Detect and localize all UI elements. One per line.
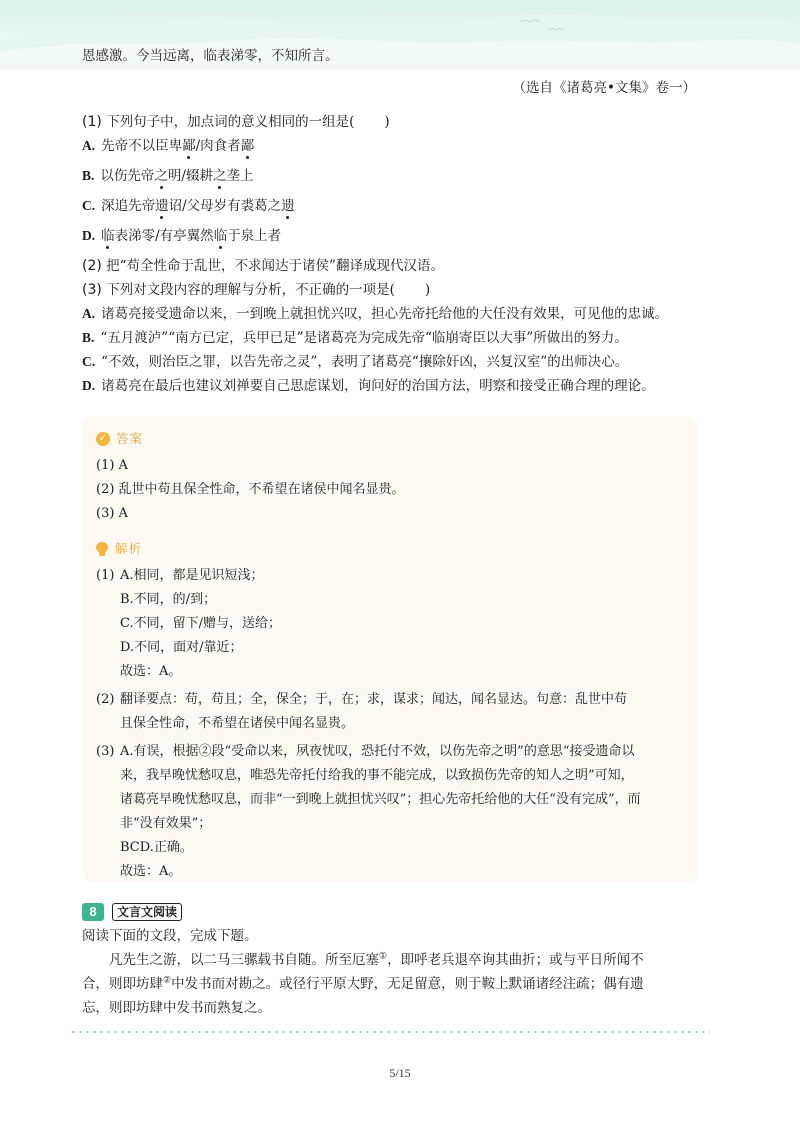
analysis-item-3: (3) A.有误，根据②段“受命以来，夙夜忧叹，恐托付不效，以伤先帝之明”的意思“接受遗命以 来，我早晚忧愁叹息，唯恐先帝托付给我的事不能完成，以致损伤先帝的知人之明”可知， 诸葛亮早晚忧愁叹息，而非“一到晚上就担忧兴叹”；担心先帝托给他的大任“没有完成”，而 非“没有效果”； BCD.正确。 故选：A。 xyxy=(96,744,641,879)
dotted-char: 鄙 xyxy=(240,138,255,154)
dotted-char: 遗 xyxy=(155,198,169,214)
question-3-number: (3) xyxy=(82,282,102,298)
question-block xyxy=(82,44,702,398)
page-number: 5/15 xyxy=(389,1066,411,1080)
passage-line-1: 凡先生之游，以二马三骡载书自随。所至厄塞①，即呼老兵退卒询其曲折；或与平日所闻不 xyxy=(109,951,644,968)
dotted-char: 遗 xyxy=(281,198,295,214)
dotted-char: 临 xyxy=(101,228,115,244)
dotted-char: 之 xyxy=(212,168,227,184)
footer-dotted-divider xyxy=(70,1031,710,1033)
q1-option-b: B. 以伤先帝之明/辍耕之垄上 xyxy=(82,168,254,184)
dotted-char: 鄙 xyxy=(182,138,196,154)
q3-option-c: C. “不效，则治臣之罪，以告先帝之灵”，表明了诸葛亮“攘除奸凶，兴复汉室”的出师决心。 xyxy=(82,354,629,370)
lightbulb-icon xyxy=(96,542,108,557)
analysis-item-1: (1) A.相同，都是见识短浅； B.不同，的/到； C.不同，留下/赠与，送给； D.不同，面对/靠近； 故选：A。 xyxy=(96,568,281,679)
answer-tag xyxy=(96,428,686,450)
question-1-text: 下列句子中，加点词的意义相同的一组是( xyxy=(106,114,355,130)
passage-tail: 恩感激。今当远离，临表涕零，不知所言。 xyxy=(82,48,339,64)
q3-option-b: B. “五月渡泸”“南方已定，兵甲已足”是诸葛亮为完成先帝“临崩寄臣以大事”所做出的努力。 xyxy=(82,330,628,346)
question-2-number: (2) xyxy=(82,258,102,274)
section-number-badge: 8 xyxy=(82,903,104,921)
question-3-close: ) xyxy=(424,282,431,298)
analysis-tag-label: 解析 xyxy=(115,541,143,556)
passage-line-2: 合，则即坊肆②中发书而对勘之。或径行平原大野，无足留意，则于鞍上默诵诸经注疏；偶有遗 xyxy=(82,975,644,992)
q1-option-a: A. 先帝不以臣卑鄙/肉食者鄙 xyxy=(82,138,255,154)
answer-line: (3) A xyxy=(96,506,128,521)
question-1-close: ) xyxy=(384,114,390,130)
dotted-char: 之 xyxy=(154,168,168,184)
source-citation: （选自《诸葛亮•文集》卷一） xyxy=(512,80,696,96)
q3-option-d: D. 诸葛亮在最后也建议刘禅要自己思虑谋划，询问好的治国方法，明察和接受正确合理的理论。 xyxy=(82,378,655,394)
question-3-text: 下列对文段内容的理解与分析，不正确的一项是( xyxy=(106,282,395,298)
question-1 xyxy=(82,110,702,134)
analysis-item-2: (2) 翻译要点：苟，苟且；全，保全；于，在；求，谋求；闻达，闻名显达。句意：乱世中苟 且保全性命，不希望在诸侯中闻名显贵。 xyxy=(96,692,628,731)
check-icon: ✓ xyxy=(96,432,110,446)
question-3 xyxy=(82,278,702,302)
question-2-text: 把“苟全性命于乱世，不求闻达于诸侯”翻译成现代汉语。 xyxy=(106,258,444,274)
question-2 xyxy=(82,254,702,278)
q1-option-c: C. 深追先帝遗诏/父母岁有裘葛之遗 xyxy=(82,198,295,214)
section-type-label: 文言文阅读 xyxy=(112,903,182,921)
section-8 xyxy=(82,902,702,1020)
section-instruction: 阅读下面的文段，完成下题。 xyxy=(82,928,258,944)
question-1-number: (1) xyxy=(82,114,102,130)
answer-line: (1) A xyxy=(96,458,128,473)
q1-option-d: D. 临表涕零/有亭翼然临于泉上者 xyxy=(82,228,282,244)
answer-tag-label: 答案 xyxy=(116,431,144,446)
answer-line: (2) 乱世中苟且保全性命，不希望在诸侯中闻名显贵。 xyxy=(96,482,405,497)
answer-panel xyxy=(82,416,698,882)
passage-line-3: 忘，则即坊肆中发书而熟复之。 xyxy=(82,1000,271,1016)
q3-option-a: A. 诸葛亮接受遗命以来，一到晚上就担忧兴叹，担心先帝托给他的大任没有效果，可见他的忠诚。 xyxy=(82,306,669,322)
analysis-tag xyxy=(96,538,686,560)
dotted-char: 临 xyxy=(213,228,228,244)
